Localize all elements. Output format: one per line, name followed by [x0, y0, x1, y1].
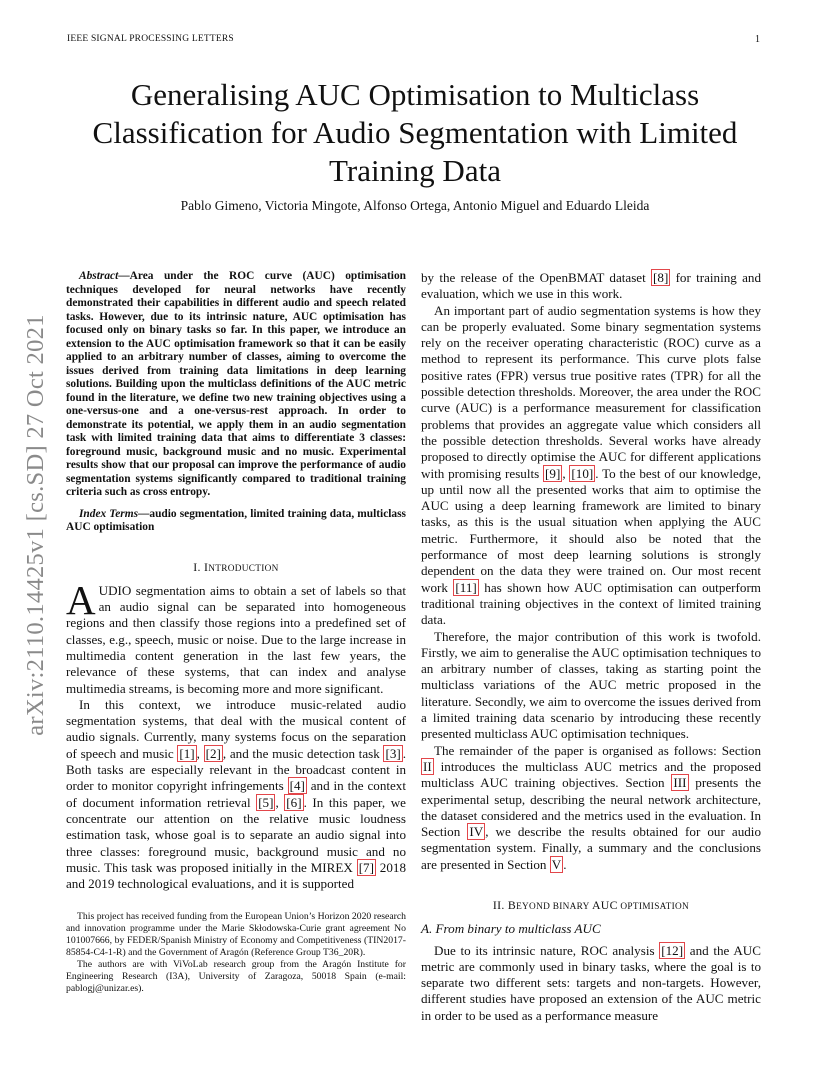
footnote-funding: This project has received funding from the European Union’s Horizon 2020 research and innovation programme under the Marie Skłodowska-Curie grant agreement No 101007666, by FEDER/Spanish Ministry of Economy and Competitiveness (TIN2017-85854-C4-1-R) and the Government of Aragón (Reference Group T36_20R). — [66, 911, 406, 958]
right-paragraph-3: Therefore, the major contribution of this work is twofold. Firstly, we aim to generalise the AUC optimisation techniques to an arbitrary number of classes, taking as starting point the multiclass variations of the AUC metric proposed in the literature. Secondly, we aim to overcome the issues derived from a limited training data scenario by introducing these recently presented multiclass AUC optimisation techniques. — [421, 628, 761, 742]
arxiv-stamp-text: arXiv:2110.14425v1 [cs.SD] 27 Oct 2021 — [22, 314, 49, 736]
abstract-label: Abstract — [79, 270, 119, 282]
section-cap: AUC — [591, 897, 618, 912]
section-link[interactable]: II — [423, 758, 432, 774]
text-run: . — [563, 856, 567, 872]
index-terms-text: audio segmentation, limited training data, multiclass AUC optimisation — [66, 507, 406, 533]
section-heading-introduction — [66, 559, 406, 577]
text-run: , we describe the results obtained for our audio segmentation system. Finally, a summary and the conclusions are presented in Section — [421, 824, 761, 872]
text-run: 2018 and 2019 technological evaluations, and it is supported — [66, 859, 406, 892]
section-cap: B — [507, 897, 517, 912]
text-run: Due to its intrinsic nature, ROC analysis — [434, 942, 660, 958]
section-link[interactable]: V — [551, 856, 562, 872]
text-run: . Both tasks are especially relevant in the broadcast content in order to monitor copyright infringements — [66, 745, 407, 794]
citation-link[interactable]: [5] — [258, 794, 274, 810]
section-link[interactable]: III — [673, 775, 687, 791]
index-terms: Index Terms—audio segmentation, limited training data, multiclass AUC optimisation — [66, 507, 406, 533]
text-run: and the AUC metric are commonly used in binary tasks, where the goal is to separate two different sets: targets and non-targets. However, different studies have proposed an extension of the AUC metric in order to be used as a performance measure — [421, 942, 761, 1023]
drop-cap: A — [66, 576, 96, 623]
footnote-affiliation: The authors are with ViVoLab research group from the Aragón Institute for Engineering Research (I3A), University of Zaragoza, 50018 Spain (e-mail: pablogj@unizar.es). — [66, 959, 406, 994]
author-list: Pablo Gimeno, Victoria Mingote, Alfonso Ortega, Antonio Miguel and Eduardo Lleida — [180, 198, 650, 213]
section-rest: EYOND BINARY — [516, 901, 592, 912]
right-paragraph-5 — [421, 943, 761, 1024]
intro-paragraph-2 — [66, 697, 406, 893]
citation-link[interactable]: [4] — [289, 778, 305, 794]
text-run: , — [196, 745, 204, 761]
text-run: In this context, we introduce music-related audio segmentation systems, that deal with the musical content of audio signals. Currently, many systems focus on the separation of speech and music — [66, 696, 406, 761]
citation-link[interactable]: [10] — [571, 465, 594, 481]
subsection-heading-a: A. From binary to multiclass AUC — [421, 921, 601, 937]
text-run: , — [275, 794, 285, 810]
right-paragraph-4 — [421, 743, 761, 873]
right-column — [421, 270, 761, 1024]
text-run: has shown how AUC optimisation can outperform traditional training objectives in the context of limited training data. — [421, 579, 761, 628]
text-run: , and the music detection task — [222, 745, 384, 761]
section-link[interactable]: IV — [469, 824, 484, 840]
section-numeral: II. — [492, 897, 508, 912]
footnotes — [66, 911, 406, 995]
text-run: The remainder of the paper is organised as follows: Section — [434, 742, 761, 758]
page-number: 1 — [755, 34, 760, 45]
citation-link[interactable]: [11] — [455, 579, 477, 595]
abstract: Abstract—Area under the ROC curve (AUC) optimisation techniques developed for neural networks have recently demonstrated their capabilities in different audio and speech related tasks. However, due to its intrinsic nature, AUC optimisation has focused only on binary tasks so far. In this paper, we introduce an extension to the AUC optimisation framework so that it can be easily applied to an arbitrary number of classes, aiming to overcome the issues derived from training data limitations in deep learning solutions. Building upon the multiclass definitions of the AUC metric found in the literature, we define two new training objectives using a one-versus-one and a one-versus-rest approach. In order to demonstrate its potential, we apply them in an audio segmentation task with limited training data that aims to differentiate 3 classes: foreground music, background music and no music. Experimental results show that our proposal can improve the performance of audio segmentation systems significantly compared to traditional training criteria such as cross entropy. — [66, 270, 406, 498]
text-run: and in the context of document information retrieval — [66, 778, 406, 810]
section-rest: OPTIMISATION — [617, 901, 690, 912]
text-run: by the release of the OpenBMAT dataset — [421, 270, 652, 285]
right-paragraph-1 — [421, 270, 761, 303]
section-heading-beyond-binary — [421, 897, 761, 915]
text-run: for training and evaluation, which we use in this work. — [421, 270, 761, 302]
index-terms-label: Index Terms — [79, 507, 139, 520]
intro-p1-text: UDIO segmentation aims to obtain a set of labels so that an audio signal can be separated into homogeneous regions and then classify those regions into a predefined set of classes, e.g., speech, music or noise. Due to the large increase in multimedia content generation in the last few years, the relevance of these systems, that can index and analyse multimedia streams, is becoming more and more significant. — [66, 582, 406, 696]
citation-link[interactable]: [3] — [385, 745, 401, 761]
text-run: An important part of audio segmentation systems is how they can be properly evaluated. Some binary segmentation systems rely on the receiver operating characteristic (ROC) curve as a method to represent its performance. This curve plots false positive rates (FPR) versus true positive rates (TPR) for all the possible detection thresholds. Moreover, the area under the ROC curve (AUC) is a performance measurement for classification problems that provides an aggregate value which considers all the possible detection thresholds. Several works have already proposed to directly optimise the AUC for different applications with promising results — [421, 302, 761, 481]
text-run: , — [562, 465, 570, 481]
text-run: . In this paper, we concentrate our attention on the relative music loudness estimation task, whose goal is to separate an audio signal into three classes: foreground music, background music and no music. This task was proposed initially in the MIREX — [66, 794, 406, 875]
citation-link[interactable]: [12] — [661, 942, 684, 958]
right-paragraph-2 — [421, 303, 761, 629]
section-numeral: I. — [193, 559, 205, 574]
paper-title: Generalising AUC Optimisation to Multiclass Classification for Audio Segmentation with Limited Training Data — [92, 77, 738, 188]
section-cap: I — [204, 559, 209, 574]
text-run: introduces the multiclass AUC metrics and the proposed multiclass AUC training objectives. Section — [421, 758, 761, 791]
running-head: IEEE SIGNAL PROCESSING LETTERS — [67, 34, 234, 44]
left-column — [66, 270, 406, 892]
citation-link[interactable]: [8] — [653, 270, 669, 285]
text-run: . To the best of our knowledge, up until now all the presented works that aim to optimise the AUC using a deep learning framework are limited to binary tasks, as this is the usual situation when applying the AUC metric. Furthermore, it should also be noted that the performance of most deep learning solutions is strongly dependent on the data they were trained on. Our most recent work — [421, 465, 761, 595]
citation-link[interactable]: [1] — [179, 745, 195, 761]
citation-link[interactable]: [6] — [286, 794, 302, 810]
abstract-text: Area under the ROC curve (AUC) optimisation techniques developed for neural networks have recently demonstrated their capabilities in different audio and speech related tasks. However, due to its intrinsic nature, AUC optimisation has focused only on binary tasks so far. In this paper, we introduce an extension to the AUC optimisation framework so that it can be easily applied to an arbitrary number of classes, aiming to overcome the issues derived from training data limitations in deep learning solutions. Building upon the multiclass definitions of the AUC metric found in the literature, we define two new training objectives using a one-versus-one and a one-versus-rest approach. In order to demonstrate its potential, we apply them in an audio segmentation task with limited training data that aims to differentiate 3 classes: foreground music, background music and no music. Experimental results show that our proposal can improve the performance of audio segmentation systems significantly compared to traditional training criteria such as cross entropy. — [66, 270, 406, 498]
citation-link[interactable]: [7] — [358, 859, 374, 875]
text-run: presents the experimental setup, describing the neural network architecture, the dataset considered and the metrics used in the evaluation. In Section — [421, 775, 762, 840]
arxiv-stamp — [18, 290, 54, 760]
intro-paragraph-1 — [66, 576, 406, 697]
citation-link[interactable]: [9] — [545, 465, 561, 481]
citation-link[interactable]: [2] — [205, 745, 221, 761]
section-rest: NTRODUCTION — [208, 563, 279, 574]
